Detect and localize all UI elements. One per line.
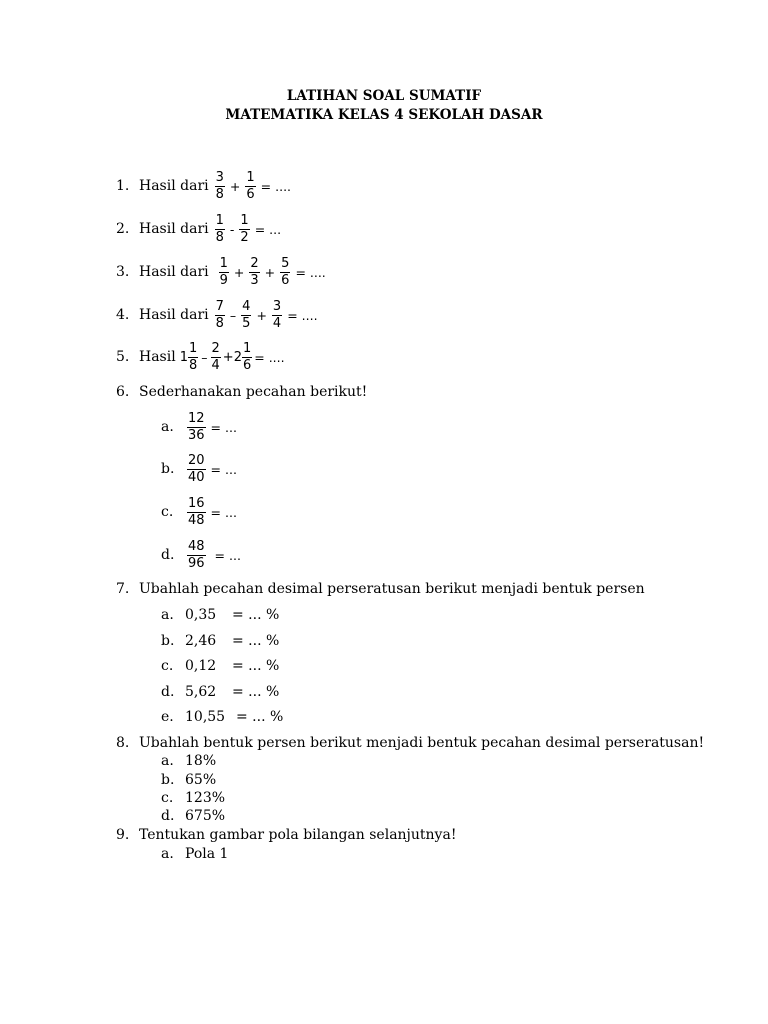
denominator: 4 <box>272 315 282 331</box>
fraction <box>215 213 225 246</box>
fraction <box>187 411 206 444</box>
numerator: 1 <box>188 340 198 356</box>
decimal-value: 0,12 <box>185 658 217 674</box>
operator: +2 <box>222 349 242 365</box>
numerator: 7 <box>215 298 224 314</box>
numerator: 1 <box>246 169 255 185</box>
percent-value: 675% <box>185 808 226 824</box>
denominator: 40 <box>188 469 205 485</box>
numerator: 12 <box>188 410 205 426</box>
item-letter: b. <box>161 633 175 649</box>
decimal-value: 2,46 <box>185 633 217 649</box>
question-7-text: Ubahlah pecahan desimal perseratusan berikut menjadi bentuk persen <box>139 581 645 597</box>
denominator: 36 <box>188 427 205 443</box>
operator: - <box>229 221 235 237</box>
item-letter: c. <box>161 504 174 520</box>
percent-value: 123% <box>185 790 226 806</box>
operator: + <box>264 264 276 280</box>
item-letter: a. <box>161 607 174 623</box>
numerator: 2 <box>250 255 259 271</box>
numerator: 3 <box>215 169 224 185</box>
pattern-label: Pola 1 <box>185 846 229 862</box>
question-7-number: 7. <box>116 581 130 597</box>
answer-blank: = ... % <box>232 658 280 674</box>
answer-blank: = ... <box>210 419 237 435</box>
item-letter: a. <box>161 846 174 862</box>
numerator: 2 <box>211 340 220 356</box>
whole-number: 1 <box>179 349 188 365</box>
fraction <box>215 170 225 203</box>
answer-blank: = ... % <box>236 709 284 725</box>
question-number: 5. <box>116 349 130 365</box>
numerator: 20 <box>188 452 205 468</box>
question-number: 3. <box>116 264 130 280</box>
fraction <box>187 453 206 486</box>
fraction <box>188 341 198 374</box>
fraction <box>187 539 206 572</box>
numerator: 48 <box>188 538 205 554</box>
title-line-2: MATEMATIKA KELAS 4 SEKOLAH DASAR <box>225 107 543 123</box>
question-8-text: Ubahlah bentuk persen berikut menjadi bentuk pecahan desimal perseratusan! <box>139 735 705 751</box>
percent-value: 65% <box>185 772 217 788</box>
denominator: 2 <box>240 229 249 245</box>
answer-blank: = ... % <box>232 684 280 700</box>
numerator: 3 <box>272 298 282 314</box>
question-9-text: Tentukan gambar pola bilangan selanjutnya! <box>139 827 457 843</box>
title-line-1: LATIHAN SOAL SUMATIF <box>286 88 482 104</box>
fraction <box>249 256 259 289</box>
question-label: Hasil dari <box>139 307 209 323</box>
fraction <box>215 299 225 332</box>
numerator: 5 <box>281 255 290 271</box>
item-letter: d. <box>161 808 175 824</box>
question-9-number: 9. <box>116 827 130 843</box>
item-letter: d. <box>161 684 175 700</box>
question-label: Hasil dari <box>139 264 209 280</box>
percent-value: 18% <box>185 753 217 769</box>
answer-blank: = ... % <box>232 607 280 623</box>
fraction <box>242 341 252 374</box>
item-letter: e. <box>161 709 174 725</box>
decimal-value: 10,55 <box>185 709 226 725</box>
question-6-number: 6. <box>116 384 130 400</box>
denominator: 6 <box>246 186 255 202</box>
numerator: 1 <box>219 255 228 271</box>
fraction <box>219 256 229 289</box>
denominator: 48 <box>188 512 205 528</box>
denominator: 9 <box>219 272 228 288</box>
denominator: 5 <box>242 315 251 331</box>
answer-blank: = ... <box>254 221 282 237</box>
question-label: Hasil dari <box>139 178 209 194</box>
denominator: 4 <box>211 357 220 373</box>
fraction <box>272 299 282 332</box>
decimal-value: 5,62 <box>185 684 217 700</box>
denominator: 8 <box>215 315 224 331</box>
fraction <box>211 341 221 374</box>
denominator: 8 <box>215 186 224 202</box>
item-letter: b. <box>161 772 175 788</box>
answer-blank: = ... <box>210 504 237 520</box>
item-letter: a. <box>161 753 174 769</box>
question-label: Hasil <box>139 349 176 365</box>
fraction <box>187 496 206 529</box>
answer-blank: = ... % <box>232 633 280 649</box>
fraction <box>239 213 249 246</box>
decimal-value: 0,35 <box>185 607 217 623</box>
answer-blank: = .... <box>287 307 318 323</box>
item-letter: a. <box>161 419 174 435</box>
fraction <box>280 256 290 289</box>
operator: – <box>201 349 208 365</box>
operator: – <box>229 307 237 323</box>
question-number: 1. <box>116 178 130 194</box>
question-label: Hasil dari <box>139 221 209 237</box>
question-6-text: Sederhanakan pecahan berikut! <box>139 384 368 400</box>
answer-blank: = .... <box>254 349 285 365</box>
denominator: 6 <box>281 272 290 288</box>
numerator: 1 <box>215 212 224 228</box>
item-letter: b. <box>161 461 175 477</box>
operator: + <box>229 178 241 194</box>
denominator: 8 <box>188 357 198 373</box>
question-number: 4. <box>116 307 130 323</box>
numerator: 16 <box>188 495 205 511</box>
item-letter: c. <box>161 658 174 674</box>
question-8-number: 8. <box>116 735 130 751</box>
answer-blank: = ... <box>210 461 237 477</box>
operator: + <box>233 264 245 280</box>
item-letter: d. <box>161 547 175 563</box>
denominator: 6 <box>242 357 252 373</box>
answer-blank: = .... <box>260 178 292 194</box>
denominator: 8 <box>215 229 224 245</box>
numerator: 1 <box>242 340 252 356</box>
denominator: 96 <box>188 555 205 571</box>
numerator: 4 <box>242 298 251 314</box>
item-letter: c. <box>161 790 174 806</box>
answer-blank: = .... <box>295 264 326 280</box>
denominator: 3 <box>250 272 259 288</box>
fraction <box>245 170 255 203</box>
operator: + <box>256 307 267 323</box>
fraction <box>241 299 251 332</box>
question-number: 2. <box>116 221 130 237</box>
numerator: 1 <box>240 212 249 228</box>
answer-blank: = ... <box>214 547 241 563</box>
